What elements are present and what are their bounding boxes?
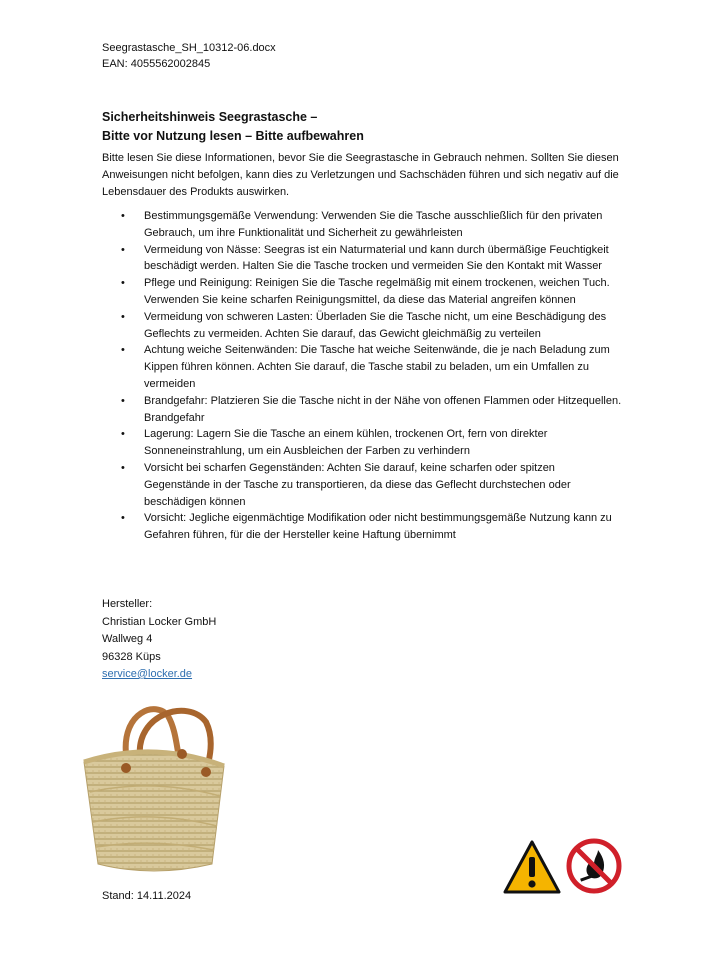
bullet-icon: • — [121, 210, 125, 222]
warning-triangle-icon — [503, 840, 561, 894]
ean-code: EAN: 4055562002845 — [102, 58, 211, 70]
bullet-text: Pflege und Reinigung: Reinigen Sie die Tasche regelmäßig mit einem trockenen, weichen Tuch. Verwenden Sie keine scharfen Reinigungsmittel, da diese das Material angreifen können — [144, 277, 610, 306]
list-item — [102, 393, 622, 427]
email-link[interactable]: service@locker.de — [102, 668, 193, 680]
manufacturer-name: Christian Locker GmbH — [102, 615, 217, 628]
seagrass-basket-image — [78, 692, 228, 880]
bullet-text: Vermeidung von Nässe: Seegras ist ein Naturmaterial und kann durch übermäßige Feuchtigkeit beschädigt werden. Halten Sie die Tasche trocken und vermeiden Sie den Kontakt mit Wasser — [144, 243, 609, 273]
bullet-icon: • — [121, 512, 125, 525]
bullet-text: Vorsicht bei scharfen Gegenständen: Achten Sie darauf, keine scharfen oder spitzen Gegenstände in der Tasche zu transportieren, da diese das Geflecht durchstechen oder beschädigen können — [144, 461, 571, 508]
bullet-text: Lagerung: Lagern Sie die Tasche an einem kühlen, trockenen Ort, fern von direkter Sonneneinstrahlung, um ein Ausbleichen der Farben zu verhindern — [144, 428, 548, 458]
file-name: Seegrastasche_SH_10312-06.docx — [102, 42, 276, 54]
no-open-flame-icon — [566, 838, 622, 894]
bullet-icon: • — [121, 310, 125, 323]
document-header — [102, 40, 276, 72]
list-item — [102, 208, 622, 242]
bullet-text: Achtung weiche Seitenwänden: Die Tasche hat weiche Seitenwände, die je nach Beladung zum Kippen führen können. Achten Sie darauf, die Tasche stabil zu beladen, um ein Umfallen zu vermeiden — [144, 344, 610, 390]
bullet-icon: • — [121, 394, 125, 407]
manufacturer-street: Wallweg 4 — [102, 633, 153, 645]
manufacturer-block — [102, 596, 216, 684]
list-item — [102, 275, 622, 309]
bullet-text: Vorsicht: Jegliche eigenmächtige Modifikation oder nicht bestimmungsgemäße Nutzung kann zu Gefahren führen, für die der Hersteller keine Haftung übernimmt — [144, 512, 612, 542]
bullet-text: Bestimmungsgemäße Verwendung: Verwenden Sie die Tasche ausschließlich für den privaten Gebrauch, um ihre Funktionalität und Sicherheit zu gewährleisten — [144, 210, 603, 239]
list-item — [102, 342, 622, 392]
safety-bullet-list — [102, 208, 622, 544]
manufacturer-city: 96328 Küps — [102, 650, 161, 663]
bullet-text: Vermeidung von schweren Lasten: Überladen Sie die Tasche nicht, um eine Beschädigung des Geflechts zu vermeiden. Achten Sie darauf, das Gewicht gleichmäßig zu verteilen — [144, 310, 607, 340]
title-line-2: Bitte vor Nutzung lesen – Bitte aufbewahren — [102, 129, 364, 143]
list-item — [102, 309, 622, 343]
intro-paragraph: Bitte lesen Sie diese Informationen, bevor Sie die Seegrastasche in Gebrauch nehmen. Sollten Sie diesen Anweisungen nicht befolgen, kann dies zu Verletzungen und Sachschäden führen und sich negativ auf die Lebensdauer des Produkts auswirken. — [102, 152, 619, 198]
manufacturer-label: Hersteller: — [102, 598, 153, 610]
list-item — [102, 242, 622, 276]
document-title — [102, 108, 364, 146]
bullet-text: Brandgefahr: Platzieren Sie die Tasche nicht in der Nähe von offenen Flammen oder Hitzequellen. Brandgefahr — [144, 394, 622, 424]
list-item — [102, 426, 622, 460]
bullet-icon: • — [121, 461, 125, 474]
list-item — [102, 460, 622, 510]
bullet-icon: • — [121, 277, 125, 290]
document-date: Stand: 14.11.2024 — [102, 890, 192, 902]
title-line-1: Sicherheitshinweis Seegrastasche – — [102, 110, 318, 124]
bullet-icon: • — [121, 243, 125, 256]
bullet-icon: • — [121, 344, 125, 357]
bullet-icon: • — [121, 428, 125, 441]
list-item — [102, 510, 622, 544]
